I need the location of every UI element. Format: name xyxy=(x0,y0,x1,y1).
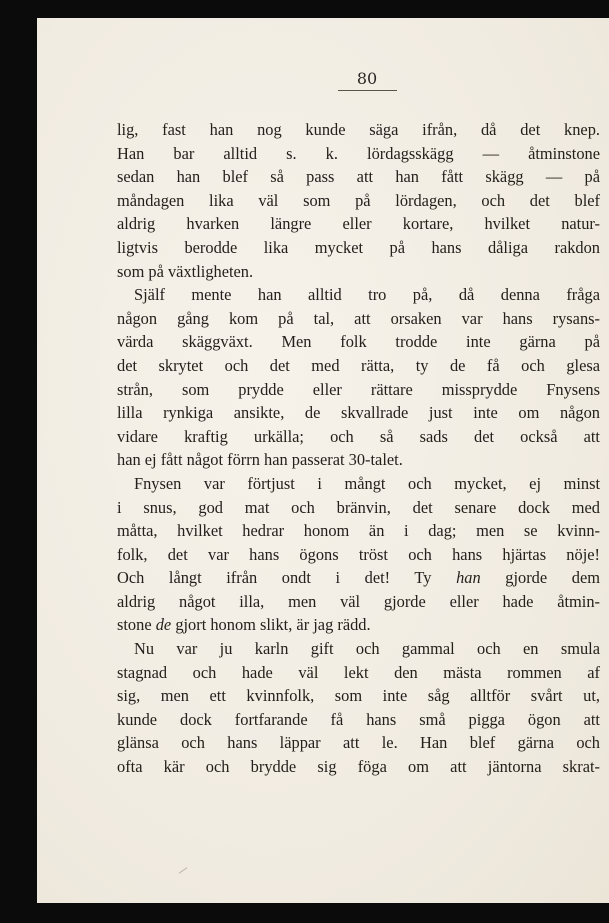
text-line-with-italic xyxy=(117,566,600,590)
text-line: sig, men ett kvinnfolk, som inte såg alltför svårt ut, xyxy=(117,686,600,706)
text-line: som på växtligheten. xyxy=(117,261,254,281)
text-segment: Och långt ifrån ondt i det! Ty xyxy=(117,568,432,588)
book-page xyxy=(37,18,609,903)
text-segment: gjorde dem xyxy=(505,568,600,588)
paragraph-start-line: Nu var ju karln gift och gammal och en smula xyxy=(134,639,600,659)
text-line: ofta kär och brydde sig föga om att jäntorna skrat- xyxy=(117,757,600,777)
page-number: 80 xyxy=(356,69,378,88)
text-segment: stone xyxy=(117,615,152,635)
italic-word: han xyxy=(456,568,481,588)
text-line: någon gång kom på tal, att orsaken var hans rysans- xyxy=(117,308,600,328)
text-line: glänsa och hans läppar att le. Han blef gärna och xyxy=(117,733,600,753)
text-line: strån, som prydde eller rättare missprydde Fnysens xyxy=(117,379,600,399)
body-text xyxy=(117,118,600,779)
text-line: måtta, hvilket hedrar honom än i dag; men se kvinn- xyxy=(117,521,600,541)
text-line: aldrig något illa, men väl gjorde eller hade åtmin- xyxy=(117,591,600,611)
paper-speck xyxy=(179,867,188,874)
text-line: kunde dock fortfarande få hans små pigga ögon att xyxy=(117,709,600,729)
text-line: det skrytet och det med rätta, ty de få och glesa xyxy=(117,355,600,375)
text-line: Han bar alltid s. k. lördagsskägg — åtminstone xyxy=(117,143,600,163)
text-line-with-italic xyxy=(117,613,600,637)
text-line: han ej fått något förrn han passerat 30-talet. xyxy=(117,450,403,470)
page-number-rule xyxy=(338,90,397,91)
text-line: sedan han blef så pass att han fått skägg — på xyxy=(117,167,600,187)
paragraph-start-line: Fnysen var förtjust i mångt och mycket, ej minst xyxy=(134,473,600,493)
italic-word: de xyxy=(155,615,172,635)
text-line: stagnad och hade väl lekt den mästa rommen af xyxy=(117,662,600,682)
text-line: i snus, god mat och bränvin, det senare dock med xyxy=(117,497,600,517)
paragraph-start-line: Själf mente han alltid tro på, då denna fråga xyxy=(134,285,600,305)
text-line: ligtvis berodde lika mycket på hans dåliga rakdon xyxy=(117,237,600,257)
text-line: måndagen lika väl som på lördagen, och det blef xyxy=(117,190,600,210)
text-line: lilla rynkiga ansikte, de skvallrade just inte om någon xyxy=(117,403,600,423)
text-line: lig, fast han nog kunde säga ifrån, då det knep. xyxy=(117,120,600,139)
text-line: folk, det var hans ögons tröst och hans hjärtas nöje! xyxy=(117,544,600,564)
text-line: värda skäggväxt. Men folk trodde inte gärna på xyxy=(117,332,600,352)
text-line: vidare kraftig urkälla; och så sads det också att xyxy=(117,426,600,446)
text-segment: gjort honom slikt, är jag rädd. xyxy=(175,615,371,635)
text-line: aldrig hvarken längre eller kortare, hvilket natur- xyxy=(117,214,600,234)
